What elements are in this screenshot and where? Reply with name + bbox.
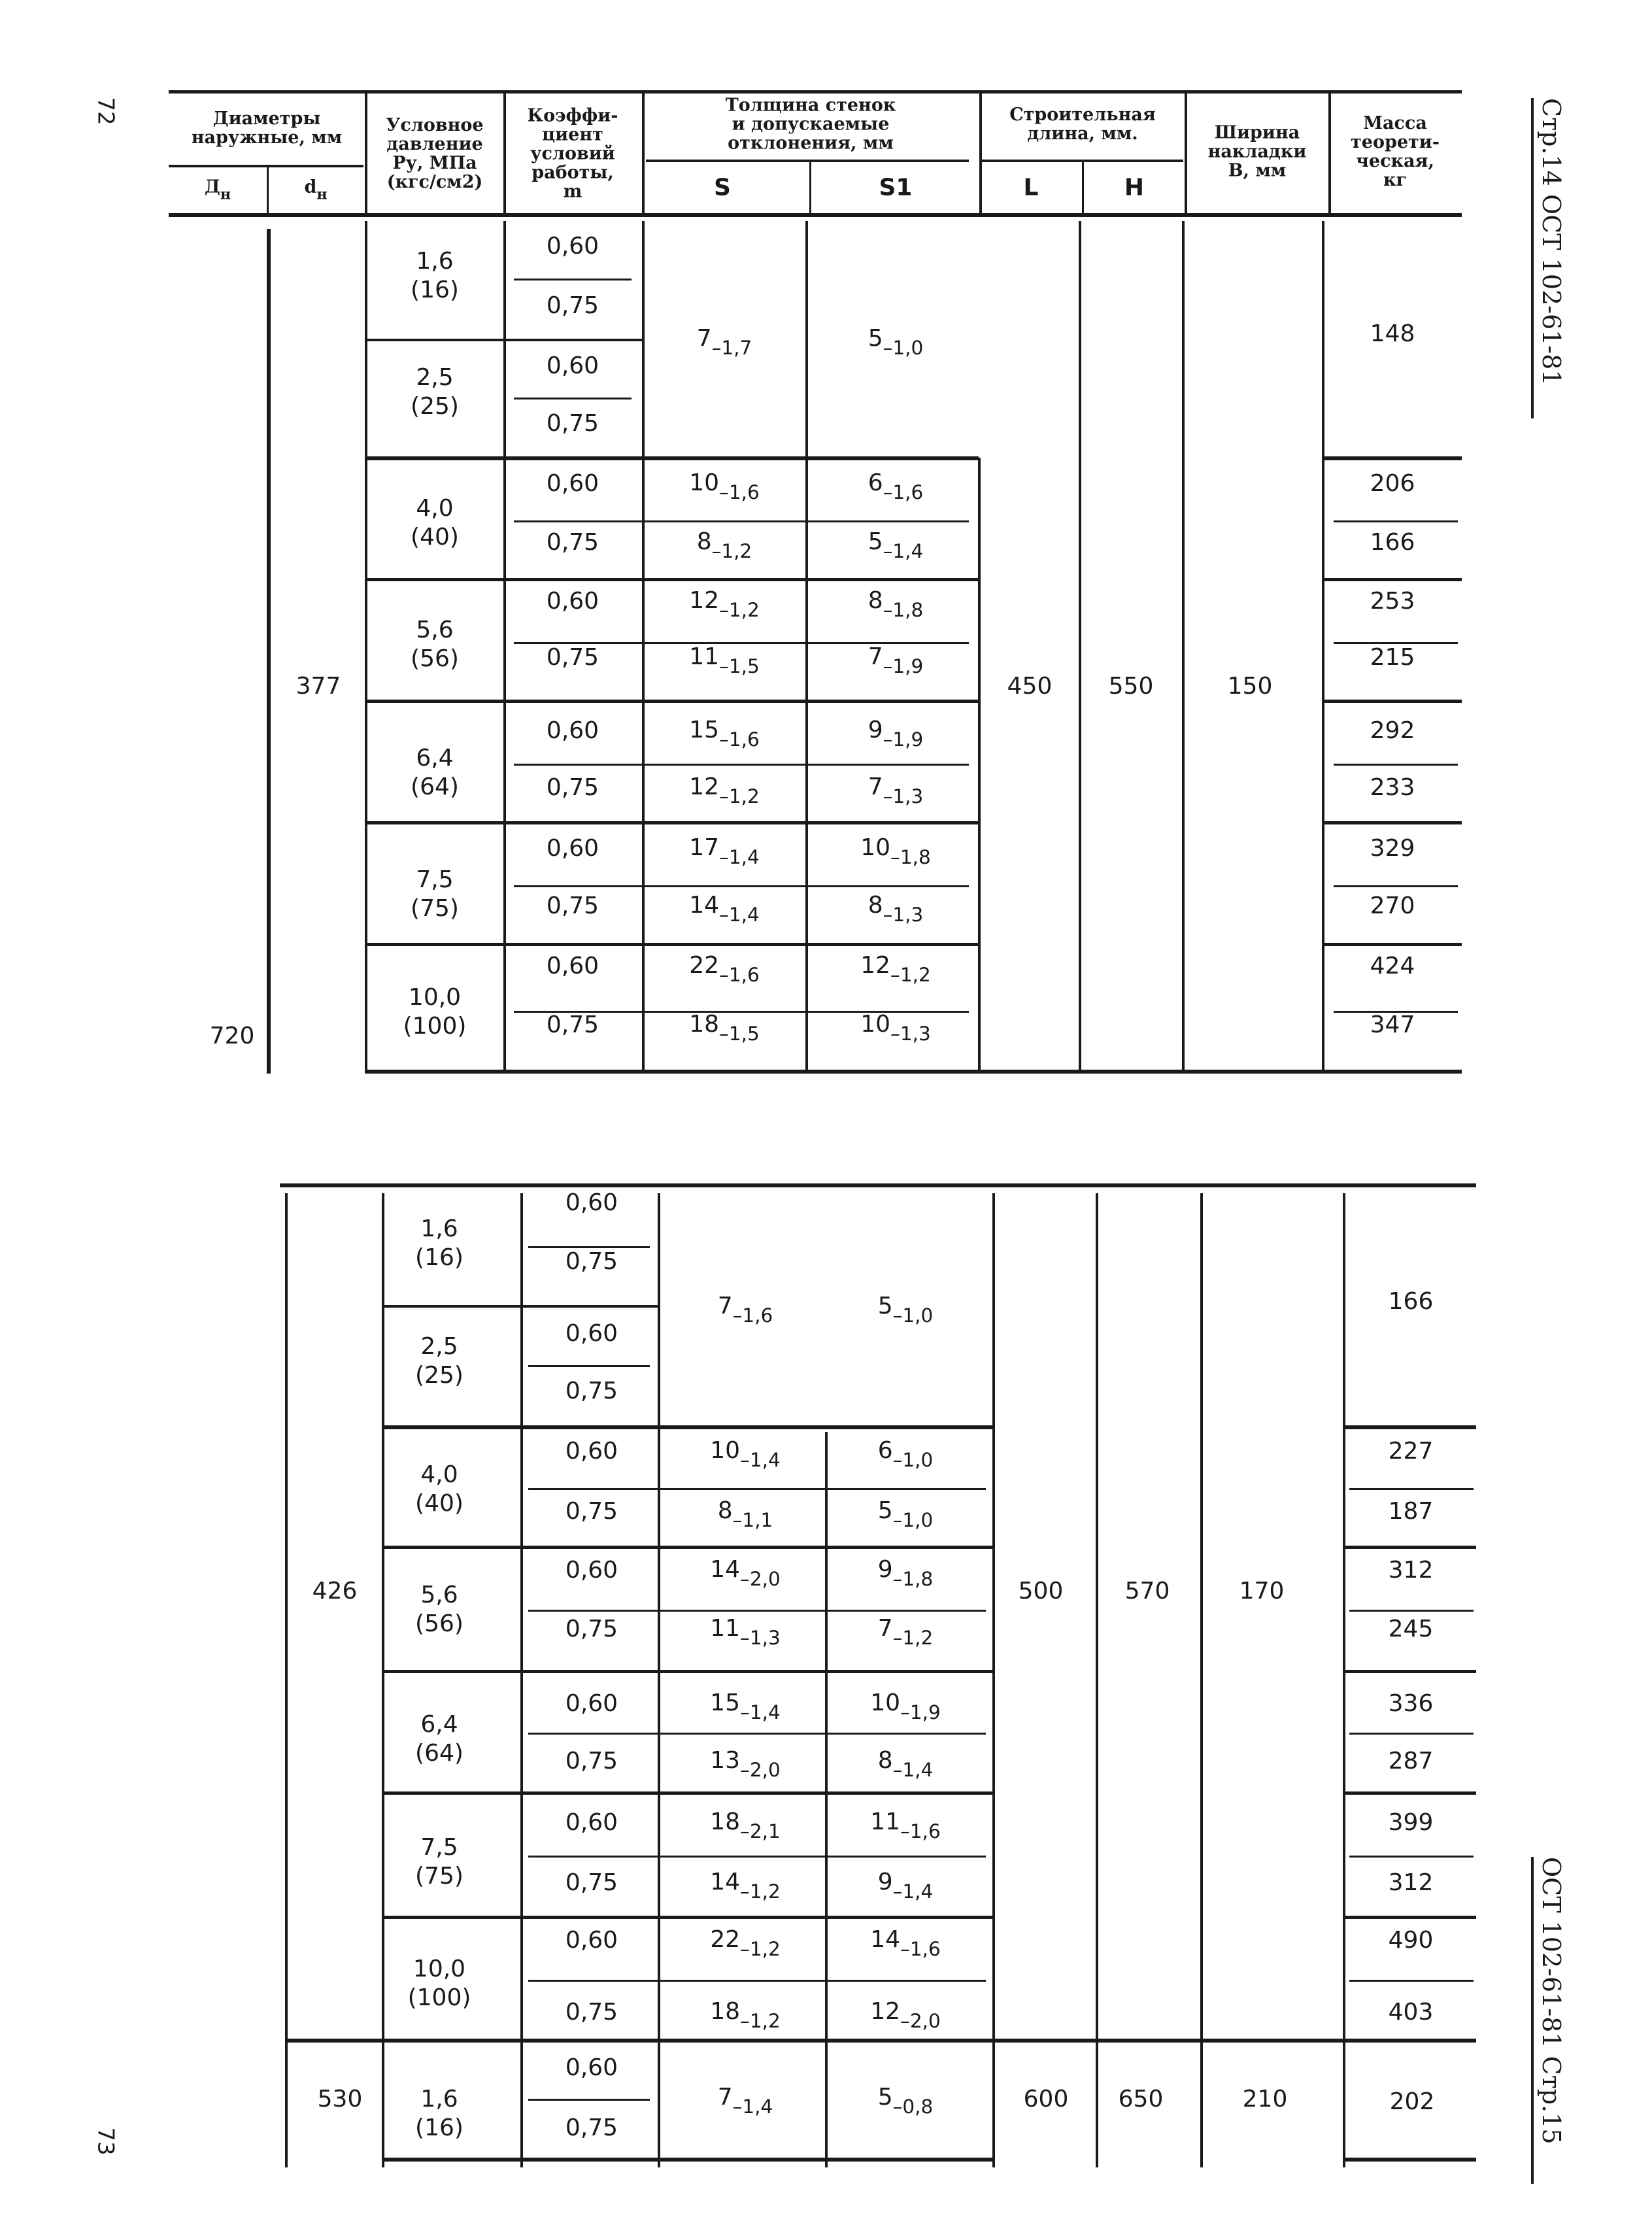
pressure-kgf: (56) [411, 645, 459, 672]
thickness-s: $8_{-1,1}$ [717, 1497, 773, 1532]
coef-value: 0,60 [546, 352, 599, 379]
mass-merged: 148 [1370, 320, 1415, 347]
pressure-value: 6,4 [420, 1711, 458, 1738]
thickness-s1: $8_{-1,8}$ [868, 586, 924, 622]
coef-value: 0,75 [546, 774, 599, 801]
left-page-number: 72 [92, 97, 119, 126]
coef-value: 0,75 [565, 1248, 618, 1275]
inner-diameter: 530 [317, 2086, 363, 2113]
thickness-s: $11_{-1,5}$ [689, 643, 760, 678]
coef-value: 0,75 [565, 1498, 618, 1525]
thickness-s: $12_{-1,2}$ [689, 586, 760, 622]
thickness-s: $14_{-1,4}$ [689, 891, 760, 926]
pressure-kgf: (25) [415, 1362, 464, 1389]
coef-value: 0,75 [565, 1378, 618, 1404]
coef-value: 0,60 [546, 717, 599, 744]
coef-value: 0,75 [546, 410, 599, 437]
thickness-s1: $9_{-1,9}$ [868, 716, 924, 751]
thickness-s: $18_{-1,2}$ [710, 1997, 781, 2033]
coef-value: 0,60 [565, 1809, 618, 1836]
coef-value: 0,75 [546, 529, 599, 556]
pressure-value: 7,5 [416, 866, 454, 893]
coef-value: 0,60 [565, 1927, 618, 1954]
thickness-s: $11_{-1,3}$ [710, 1614, 781, 1650]
thickness-s1: $9_{-1,8}$ [877, 1555, 934, 1591]
coef-value: 0,60 [565, 1557, 618, 1584]
mass-value: 215 [1370, 644, 1415, 671]
thickness-s1: $5_{-1,4}$ [868, 528, 924, 563]
thickness-s: $7_{-1,4}$ [717, 2083, 773, 2118]
mass-value: 206 [1370, 470, 1415, 497]
thickness-s1: $8_{-1,3}$ [868, 891, 924, 926]
length-L: 600 [1023, 2086, 1069, 2113]
pressure-value: 1,6 [420, 2086, 458, 2113]
mass-value: 187 [1388, 1498, 1434, 1525]
mass-value: 233 [1370, 774, 1415, 801]
thickness-s: $22_{-1,6}$ [689, 951, 760, 987]
thickness-s: $15_{-1,4}$ [710, 1689, 781, 1724]
thickness-s1: $7_{-1,2}$ [877, 1614, 934, 1650]
thickness-s-merged: $7_{-1,7}$ [696, 324, 752, 360]
thickness-s1: $7_{-1,9}$ [868, 643, 924, 678]
mass-value: 292 [1370, 717, 1415, 744]
thickness-s1: $8_{-1,4}$ [877, 1746, 934, 1782]
header-dn-big: $Д_н$ [204, 177, 231, 203]
mass-value: 403 [1388, 1999, 1434, 2026]
mass-value: 270 [1370, 892, 1415, 919]
pressure-kgf: (25) [411, 393, 459, 420]
thickness-s: $13_{-2,0}$ [710, 1746, 781, 1782]
header-L: L [1023, 174, 1039, 201]
thickness-s1-merged: $5_{-1,0}$ [877, 1292, 934, 1327]
pressure-kgf: (100) [407, 1984, 471, 2011]
coef-value: 0,60 [565, 2054, 618, 2081]
width-B: 210 [1242, 2086, 1288, 2113]
mass-value: 347 [1370, 1011, 1415, 1038]
pressure-kgf: (56) [415, 1610, 464, 1637]
width-B: 170 [1239, 1578, 1285, 1604]
header-length: Строительная длина, мм. [1009, 105, 1156, 144]
coef-value: 0,60 [565, 1438, 618, 1465]
pressure-value: 5,6 [420, 1582, 458, 1608]
pressure-value: 2,5 [420, 1333, 458, 1360]
pressure-kgf: (64) [411, 773, 459, 800]
header-pressure: Условное давление Pу, МПа (кгс/см2) [386, 115, 484, 192]
header-s1: S1 [879, 174, 913, 201]
pressure-kgf: (16) [415, 2114, 464, 2141]
pressure-kgf: (40) [411, 524, 459, 551]
pressure-value: 10,0 [408, 984, 462, 1011]
header-thickness: Толщина стенок и допускаемые отклонения, мм [725, 95, 896, 154]
thickness-s: $22_{-1,2}$ [710, 1926, 781, 1961]
mass-value: 424 [1370, 953, 1415, 979]
header-s: S [714, 174, 731, 201]
mass-value: 202 [1389, 2088, 1435, 2115]
header-mass: Масса теорети- ческая, кг [1351, 113, 1440, 190]
coef-value: 0,60 [565, 1690, 618, 1717]
thickness-s1: $6_{-1,6}$ [868, 469, 924, 504]
side-label-top: Стр.14 ОСТ 102-61-81 [1537, 98, 1566, 386]
thickness-s: $17_{-1,4}$ [689, 834, 760, 869]
thickness-s: $14_{-1,2}$ [710, 1868, 781, 1903]
length-L: 450 [1007, 673, 1053, 700]
mass-value: 227 [1388, 1438, 1434, 1465]
pressure-kgf: (40) [415, 1490, 464, 1517]
coef-value: 0,75 [565, 2114, 618, 2141]
thickness-s: $15_{-1,6}$ [689, 716, 760, 751]
mass-value: 399 [1388, 1809, 1434, 1836]
header-dn-small: $d_н$ [304, 177, 328, 203]
mass-value: 336 [1388, 1690, 1434, 1717]
header-coefficient: Коэффи- циент условий работы, m [527, 105, 618, 202]
thickness-s1: $9_{-1,4}$ [877, 1868, 934, 1903]
mass-value: 329 [1370, 835, 1415, 862]
coef-value: 0,60 [546, 588, 599, 615]
header-width: Ширина накладки B, мм [1207, 122, 1307, 181]
length-H: 650 [1118, 2086, 1164, 2113]
length-H: 550 [1108, 673, 1154, 700]
right-page-number: 73 [92, 2127, 119, 2156]
thickness-s: $10_{-1,4}$ [710, 1436, 781, 1472]
side-label-bottom: ОСТ 102-61-81 Стр.15 [1537, 1857, 1566, 2145]
coef-value: 0,75 [546, 292, 599, 319]
pressure-value: 4,0 [420, 1461, 458, 1488]
mass-merged: 166 [1388, 1288, 1434, 1315]
thickness-s: $18_{-2,1}$ [710, 1808, 781, 1843]
thickness-s: $18_{-1,5}$ [689, 1010, 760, 1045]
coef-value: 0,75 [546, 644, 599, 671]
coef-value: 0,75 [565, 1999, 618, 2026]
pressure-kgf: (75) [415, 1863, 464, 1890]
coef-value: 0,60 [546, 835, 599, 862]
pressure-value: 1,6 [416, 248, 454, 275]
mass-value: 166 [1370, 529, 1415, 556]
thickness-s1: $14_{-1,6}$ [870, 1926, 941, 1961]
thickness-s1: $7_{-1,3}$ [868, 773, 924, 808]
coef-value: 0,75 [565, 1869, 618, 1896]
header-H: H [1124, 174, 1145, 201]
thickness-s1-merged: $5_{-1,0}$ [868, 324, 924, 360]
coef-value: 0,75 [565, 1748, 618, 1774]
thickness-s1: $10_{-1,9}$ [870, 1689, 941, 1724]
header-diameters: Диаметры наружные, мм [191, 109, 343, 148]
thickness-s: $8_{-1,2}$ [696, 528, 752, 563]
coef-value: 0,60 [546, 953, 599, 979]
pressure-value: 1,6 [420, 1215, 458, 1242]
coef-value: 0,60 [546, 470, 599, 497]
pressure-value: 10,0 [413, 1956, 466, 1982]
thickness-s: $12_{-1,2}$ [689, 773, 760, 808]
pressure-kgf: (100) [403, 1013, 467, 1040]
thickness-s-merged: $7_{-1,6}$ [717, 1292, 773, 1327]
pressure-kgf: (16) [411, 277, 459, 303]
length-H: 570 [1124, 1578, 1170, 1604]
thickness-s1: $12_{-1,2}$ [860, 951, 931, 987]
mass-value: 287 [1388, 1748, 1434, 1774]
coef-value: 0,60 [565, 1320, 618, 1347]
length-L: 500 [1018, 1578, 1064, 1604]
pressure-kgf: (64) [415, 1740, 464, 1767]
width-B: 150 [1227, 673, 1273, 700]
pressure-value: 2,5 [416, 364, 454, 391]
mass-value: 490 [1388, 1927, 1434, 1954]
pressure-kgf: (16) [415, 1244, 464, 1271]
pressure-value: 5,6 [416, 617, 454, 643]
thickness-s1: $5_{-1,0}$ [877, 1497, 934, 1532]
mass-value: 312 [1388, 1557, 1434, 1584]
mass-value: 312 [1388, 1869, 1434, 1896]
pressure-value: 6,4 [416, 745, 454, 772]
thickness-s1: $11_{-1,6}$ [870, 1808, 941, 1843]
coef-value: 0,75 [546, 1011, 599, 1038]
mass-value: 245 [1388, 1616, 1434, 1642]
thickness-s: $14_{-2,0}$ [710, 1555, 781, 1591]
outer-diameter: 720 [209, 1023, 255, 1049]
coef-value: 0,75 [565, 1616, 618, 1642]
thickness-s1: $5_{-0,8}$ [877, 2083, 934, 2118]
pressure-value: 4,0 [416, 495, 454, 522]
mass-value: 253 [1370, 588, 1415, 615]
coef-value: 0,60 [565, 1189, 618, 1216]
thickness-s1: $12_{-2,0}$ [870, 1997, 941, 2033]
coef-value: 0,60 [546, 233, 599, 260]
thickness-s1: $10_{-1,3}$ [860, 1010, 931, 1045]
thickness-s1: $6_{-1,0}$ [877, 1436, 934, 1472]
thickness-s1: $10_{-1,8}$ [860, 834, 931, 869]
thickness-s: $10_{-1,6}$ [689, 469, 760, 504]
coef-value: 0,75 [546, 892, 599, 919]
pressure-value: 7,5 [420, 1834, 458, 1861]
inner-diameter: 426 [312, 1578, 358, 1604]
pressure-kgf: (75) [411, 895, 459, 922]
inner-diameter: 377 [295, 673, 341, 700]
